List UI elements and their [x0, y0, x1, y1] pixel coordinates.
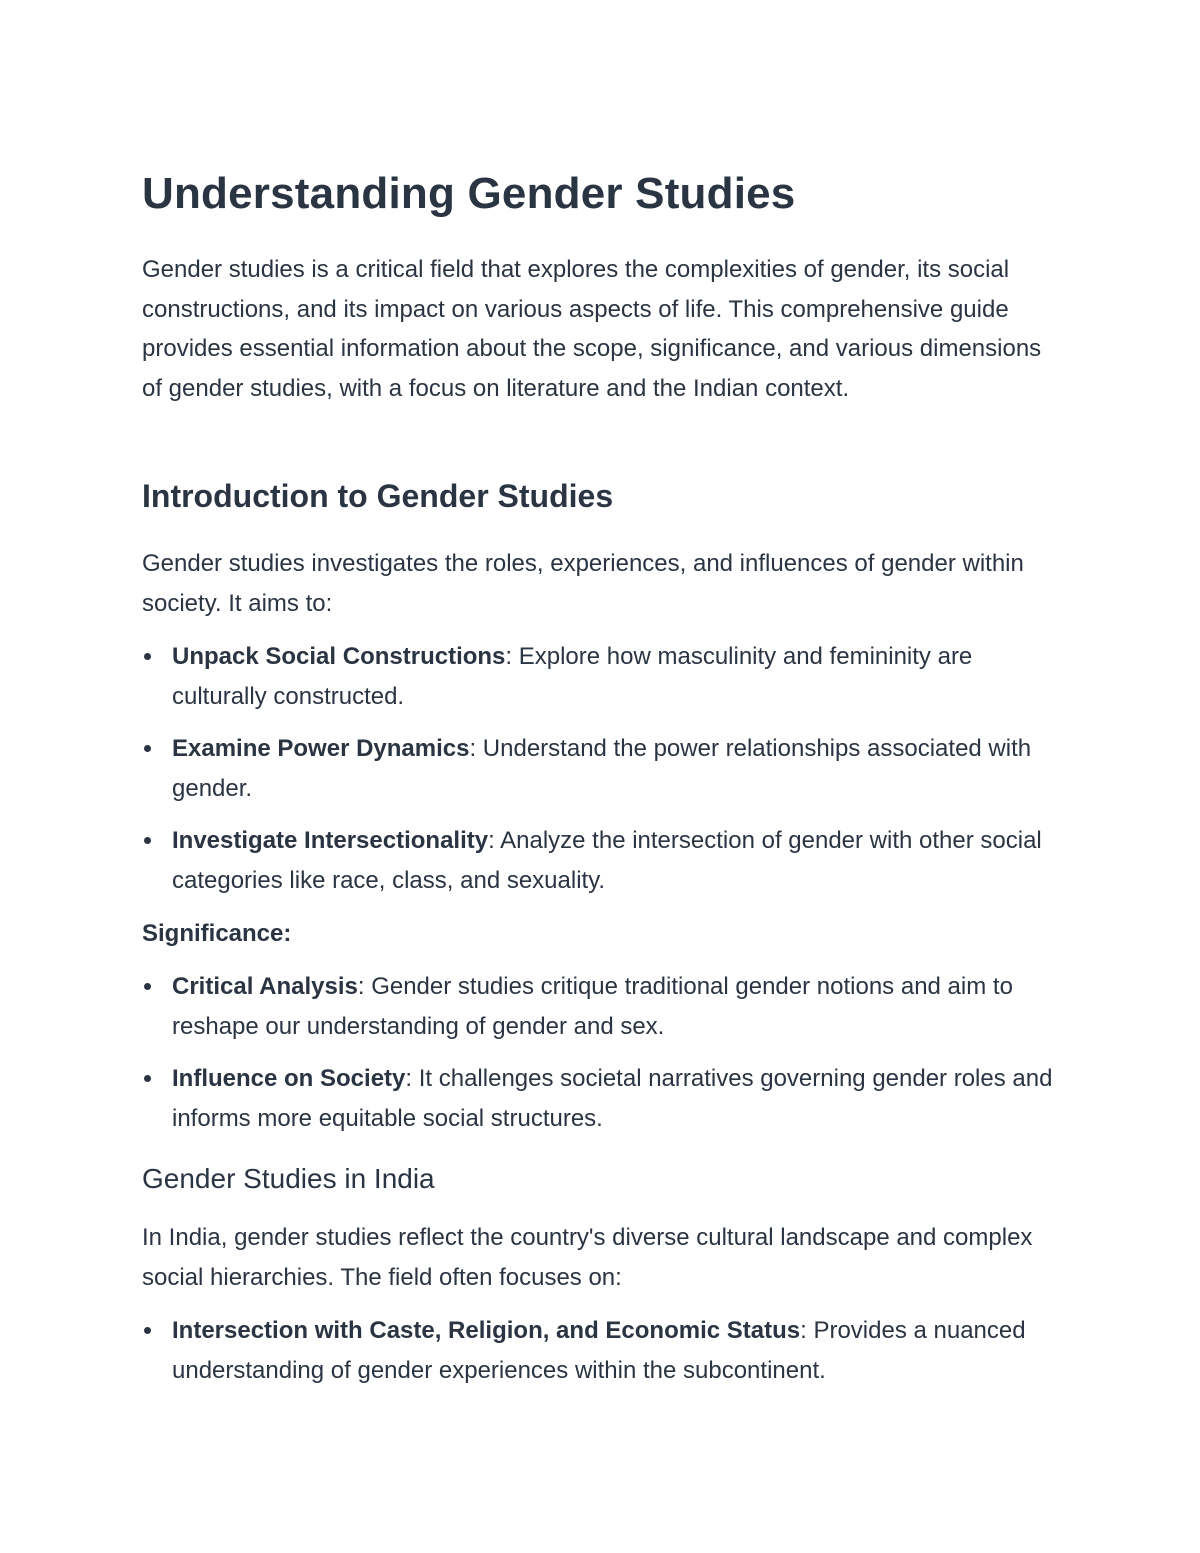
significance-label: Significance:: [142, 920, 292, 947]
list-item-text: : Explore how masculinity and femininity are culturally constructed.: [172, 643, 973, 710]
list-item-text: : It challenges societal narratives governing gender roles and informs more equitable social structures.: [172, 1065, 1053, 1132]
introduction-paragraph: Gender studies investigates the roles, experiences, and influences of gender within society. It aims to:: [142, 550, 1024, 617]
list-item-text: : Analyze the intersection of gender with other social categories like race, class, and sexuality.: [172, 827, 1042, 894]
bullet-icon: [144, 745, 151, 752]
bullet-icon: [144, 837, 151, 844]
list-item-term: Influence on Society: [172, 1065, 406, 1092]
list-item-term: Unpack Social Constructions: [172, 643, 506, 670]
list-item: [142, 821, 1062, 900]
list-item-text: : Gender studies critique traditional gender notions and aim to reshape our understanding of gender and sex.: [172, 973, 1013, 1040]
list-item-term: Intersection with Caste, Religion, and Economic Status: [172, 1317, 801, 1344]
significance-list: [142, 967, 1062, 1151]
page-title: Understanding Gender Studies: [142, 169, 796, 218]
bullet-icon: [144, 653, 151, 660]
india-focus-list: [142, 1311, 1062, 1403]
list-item: [142, 729, 1062, 808]
list-item-term: Critical Analysis: [172, 973, 358, 1000]
section-heading-india: Gender Studies in India: [142, 1163, 435, 1194]
list-item: [142, 967, 1062, 1046]
aims-list: [142, 637, 1062, 913]
list-item-term: Examine Power Dynamics: [172, 735, 470, 762]
list-item-text: : Provides a nuanced understanding of gender experiences within the subcontinent.: [172, 1317, 1026, 1384]
intro-paragraph: Gender studies is a critical field that explores the complexities of gender, its social constructions, and its impact on various aspects of life. This comprehensive guide provides essential information about the scope, significance, and various dimensions of gender studies, with a focus on literature and the Indian context.: [142, 256, 1042, 402]
list-item: [142, 1059, 1062, 1138]
list-item: [142, 637, 1062, 716]
list-item-text: : Understand the power relationships associated with gender.: [172, 735, 1032, 802]
list-item-term: Investigate Intersectionality: [172, 827, 489, 854]
list-item: [142, 1311, 1062, 1390]
bullet-icon: [144, 983, 151, 990]
section-heading-introduction: Introduction to Gender Studies: [142, 478, 614, 514]
bullet-icon: [144, 1075, 151, 1082]
bullet-icon: [144, 1327, 151, 1334]
india-paragraph: In India, gender studies reflect the country's diverse cultural landscape and complex social hierarchies. The field often focuses on:: [142, 1224, 1033, 1291]
